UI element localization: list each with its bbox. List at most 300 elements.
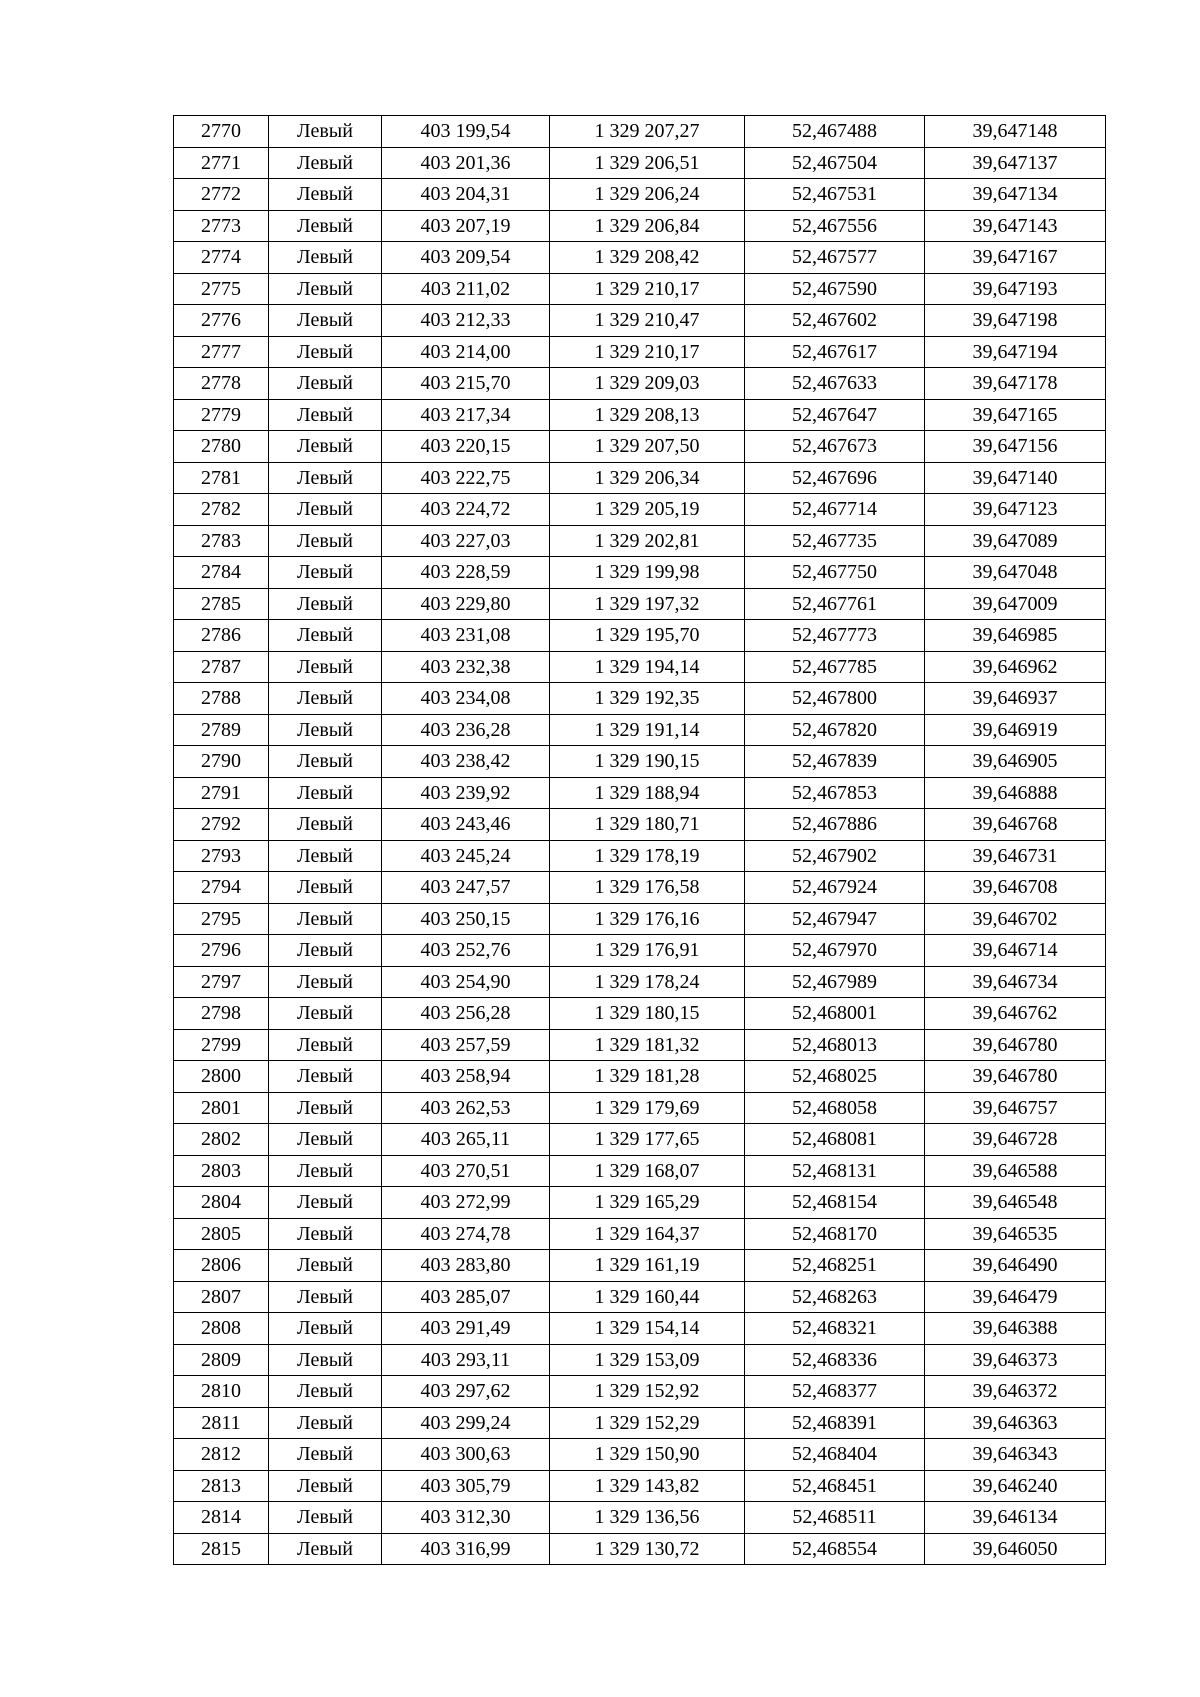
point-number-cell: 2782 [174, 494, 269, 526]
x-coordinate-cell: 403 204,31 [382, 179, 550, 211]
table-row [174, 651, 1106, 683]
latitude-cell: 52,468131 [745, 1155, 925, 1187]
point-number-cell: 2795 [174, 903, 269, 935]
point-number-cell: 2788 [174, 683, 269, 715]
y-coordinate-cell: 1 329 176,91 [550, 935, 745, 967]
side-cell: Левый [269, 1029, 382, 1061]
longitude-cell: 39,647165 [925, 399, 1106, 431]
table-row [174, 210, 1106, 242]
longitude-cell: 39,646731 [925, 840, 1106, 872]
latitude-cell: 52,467602 [745, 305, 925, 337]
y-coordinate-cell: 1 329 210,17 [550, 336, 745, 368]
latitude-cell: 52,467577 [745, 242, 925, 274]
point-number-cell: 2799 [174, 1029, 269, 1061]
side-cell: Левый [269, 1376, 382, 1408]
point-number-cell: 2815 [174, 1533, 269, 1565]
x-coordinate-cell: 403 247,57 [382, 872, 550, 904]
latitude-cell: 52,467531 [745, 179, 925, 211]
y-coordinate-cell: 1 329 208,42 [550, 242, 745, 274]
latitude-cell: 52,467761 [745, 588, 925, 620]
side-cell: Левый [269, 1092, 382, 1124]
longitude-cell: 39,646919 [925, 714, 1106, 746]
table-row [174, 1344, 1106, 1376]
x-coordinate-cell: 403 265,11 [382, 1124, 550, 1156]
x-coordinate-cell: 403 299,24 [382, 1407, 550, 1439]
y-coordinate-cell: 1 329 178,19 [550, 840, 745, 872]
table-row [174, 1155, 1106, 1187]
table-row [174, 588, 1106, 620]
table-row [174, 368, 1106, 400]
table-row [174, 1407, 1106, 1439]
table-row [174, 1439, 1106, 1471]
table-row [174, 1502, 1106, 1534]
coordinates-table [173, 115, 1106, 1565]
x-coordinate-cell: 403 262,53 [382, 1092, 550, 1124]
point-number-cell: 2789 [174, 714, 269, 746]
y-coordinate-cell: 1 329 194,14 [550, 651, 745, 683]
y-coordinate-cell: 1 329 152,92 [550, 1376, 745, 1408]
point-number-cell: 2773 [174, 210, 269, 242]
side-cell: Левый [269, 1502, 382, 1534]
point-number-cell: 2797 [174, 966, 269, 998]
point-number-cell: 2790 [174, 746, 269, 778]
longitude-cell: 39,646588 [925, 1155, 1106, 1187]
x-coordinate-cell: 403 238,42 [382, 746, 550, 778]
side-cell: Левый [269, 179, 382, 211]
point-number-cell: 2802 [174, 1124, 269, 1156]
longitude-cell: 39,647048 [925, 557, 1106, 589]
side-cell: Левый [269, 1439, 382, 1471]
longitude-cell: 39,646734 [925, 966, 1106, 998]
side-cell: Левый [269, 273, 382, 305]
x-coordinate-cell: 403 316,99 [382, 1533, 550, 1565]
x-coordinate-cell: 403 217,34 [382, 399, 550, 431]
y-coordinate-cell: 1 329 192,35 [550, 683, 745, 715]
point-number-cell: 2791 [174, 777, 269, 809]
point-number-cell: 2798 [174, 998, 269, 1030]
y-coordinate-cell: 1 329 207,27 [550, 116, 745, 148]
longitude-cell: 39,647143 [925, 210, 1106, 242]
x-coordinate-cell: 403 231,08 [382, 620, 550, 652]
x-coordinate-cell: 403 257,59 [382, 1029, 550, 1061]
side-cell: Левый [269, 1470, 382, 1502]
latitude-cell: 52,468025 [745, 1061, 925, 1093]
latitude-cell: 52,467947 [745, 903, 925, 935]
table-row [174, 494, 1106, 526]
y-coordinate-cell: 1 329 153,09 [550, 1344, 745, 1376]
x-coordinate-cell: 403 274,78 [382, 1218, 550, 1250]
longitude-cell: 39,646905 [925, 746, 1106, 778]
point-number-cell: 2778 [174, 368, 269, 400]
side-cell: Левый [269, 462, 382, 494]
table-row [174, 746, 1106, 778]
longitude-cell: 39,646388 [925, 1313, 1106, 1345]
longitude-cell: 39,646134 [925, 1502, 1106, 1534]
x-coordinate-cell: 403 199,54 [382, 116, 550, 148]
latitude-cell: 52,467853 [745, 777, 925, 809]
y-coordinate-cell: 1 329 161,19 [550, 1250, 745, 1282]
table-row [174, 998, 1106, 1030]
longitude-cell: 39,646780 [925, 1029, 1106, 1061]
latitude-cell: 52,468404 [745, 1439, 925, 1471]
x-coordinate-cell: 403 227,03 [382, 525, 550, 557]
point-number-cell: 2780 [174, 431, 269, 463]
point-number-cell: 2811 [174, 1407, 269, 1439]
longitude-cell: 39,646985 [925, 620, 1106, 652]
x-coordinate-cell: 403 252,76 [382, 935, 550, 967]
side-cell: Левый [269, 1061, 382, 1093]
side-cell: Левый [269, 305, 382, 337]
y-coordinate-cell: 1 329 176,16 [550, 903, 745, 935]
side-cell: Левый [269, 620, 382, 652]
table-row [174, 966, 1106, 998]
longitude-cell: 39,646757 [925, 1092, 1106, 1124]
latitude-cell: 52,468170 [745, 1218, 925, 1250]
latitude-cell: 52,467886 [745, 809, 925, 841]
latitude-cell: 52,467989 [745, 966, 925, 998]
side-cell: Левый [269, 399, 382, 431]
latitude-cell: 52,468081 [745, 1124, 925, 1156]
y-coordinate-cell: 1 329 160,44 [550, 1281, 745, 1313]
table-row [174, 1092, 1106, 1124]
y-coordinate-cell: 1 329 136,56 [550, 1502, 745, 1534]
latitude-cell: 52,467633 [745, 368, 925, 400]
point-number-cell: 2781 [174, 462, 269, 494]
latitude-cell: 52,468554 [745, 1533, 925, 1565]
table-row [174, 116, 1106, 148]
x-coordinate-cell: 403 312,30 [382, 1502, 550, 1534]
point-number-cell: 2786 [174, 620, 269, 652]
y-coordinate-cell: 1 329 190,15 [550, 746, 745, 778]
side-cell: Левый [269, 840, 382, 872]
longitude-cell: 39,647140 [925, 462, 1106, 494]
table-row [174, 431, 1106, 463]
longitude-cell: 39,647134 [925, 179, 1106, 211]
point-number-cell: 2803 [174, 1155, 269, 1187]
table-row [174, 1281, 1106, 1313]
x-coordinate-cell: 403 305,79 [382, 1470, 550, 1502]
y-coordinate-cell: 1 329 188,94 [550, 777, 745, 809]
side-cell: Левый [269, 242, 382, 274]
side-cell: Левый [269, 1281, 382, 1313]
longitude-cell: 39,647167 [925, 242, 1106, 274]
side-cell: Левый [269, 1218, 382, 1250]
latitude-cell: 52,468451 [745, 1470, 925, 1502]
x-coordinate-cell: 403 258,94 [382, 1061, 550, 1093]
table-row [174, 1533, 1106, 1565]
x-coordinate-cell: 403 270,51 [382, 1155, 550, 1187]
point-number-cell: 2772 [174, 179, 269, 211]
point-number-cell: 2805 [174, 1218, 269, 1250]
point-number-cell: 2770 [174, 116, 269, 148]
x-coordinate-cell: 403 285,07 [382, 1281, 550, 1313]
y-coordinate-cell: 1 329 180,15 [550, 998, 745, 1030]
coordinates-table-body [174, 116, 1106, 1565]
table-row [174, 1250, 1106, 1282]
point-number-cell: 2792 [174, 809, 269, 841]
side-cell: Левый [269, 1155, 382, 1187]
point-number-cell: 2775 [174, 273, 269, 305]
table-row [174, 399, 1106, 431]
y-coordinate-cell: 1 329 207,50 [550, 431, 745, 463]
longitude-cell: 39,646714 [925, 935, 1106, 967]
x-coordinate-cell: 403 291,49 [382, 1313, 550, 1345]
table-row [174, 1061, 1106, 1093]
y-coordinate-cell: 1 329 206,34 [550, 462, 745, 494]
point-number-cell: 2777 [174, 336, 269, 368]
y-coordinate-cell: 1 329 210,17 [550, 273, 745, 305]
latitude-cell: 52,467504 [745, 147, 925, 179]
side-cell: Левый [269, 1344, 382, 1376]
y-coordinate-cell: 1 329 197,32 [550, 588, 745, 620]
table-row [174, 872, 1106, 904]
point-number-cell: 2787 [174, 651, 269, 683]
side-cell: Левый [269, 525, 382, 557]
x-coordinate-cell: 403 254,90 [382, 966, 550, 998]
y-coordinate-cell: 1 329 191,14 [550, 714, 745, 746]
table-row [174, 273, 1106, 305]
y-coordinate-cell: 1 329 181,32 [550, 1029, 745, 1061]
y-coordinate-cell: 1 329 164,37 [550, 1218, 745, 1250]
latitude-cell: 52,467820 [745, 714, 925, 746]
table-row [174, 525, 1106, 557]
latitude-cell: 52,467488 [745, 116, 925, 148]
longitude-cell: 39,647137 [925, 147, 1106, 179]
y-coordinate-cell: 1 329 143,82 [550, 1470, 745, 1502]
table-row [174, 620, 1106, 652]
latitude-cell: 52,467970 [745, 935, 925, 967]
x-coordinate-cell: 403 214,00 [382, 336, 550, 368]
y-coordinate-cell: 1 329 154,14 [550, 1313, 745, 1345]
side-cell: Левый [269, 1313, 382, 1345]
table-row [174, 1124, 1106, 1156]
latitude-cell: 52,468511 [745, 1502, 925, 1534]
side-cell: Левый [269, 683, 382, 715]
side-cell: Левый [269, 336, 382, 368]
x-coordinate-cell: 403 209,54 [382, 242, 550, 274]
point-number-cell: 2776 [174, 305, 269, 337]
latitude-cell: 52,468154 [745, 1187, 925, 1219]
x-coordinate-cell: 403 211,02 [382, 273, 550, 305]
table-row [174, 1313, 1106, 1345]
latitude-cell: 52,468391 [745, 1407, 925, 1439]
latitude-cell: 52,467902 [745, 840, 925, 872]
y-coordinate-cell: 1 329 199,98 [550, 557, 745, 589]
table-row [174, 336, 1106, 368]
longitude-cell: 39,646343 [925, 1439, 1106, 1471]
longitude-cell: 39,646888 [925, 777, 1106, 809]
table-row [174, 242, 1106, 274]
y-coordinate-cell: 1 329 165,29 [550, 1187, 745, 1219]
longitude-cell: 39,646768 [925, 809, 1106, 841]
x-coordinate-cell: 403 236,28 [382, 714, 550, 746]
latitude-cell: 52,467735 [745, 525, 925, 557]
side-cell: Левый [269, 714, 382, 746]
side-cell: Левый [269, 210, 382, 242]
side-cell: Левый [269, 777, 382, 809]
longitude-cell: 39,647194 [925, 336, 1106, 368]
point-number-cell: 2784 [174, 557, 269, 589]
longitude-cell: 39,646702 [925, 903, 1106, 935]
table-row [174, 1218, 1106, 1250]
point-number-cell: 2808 [174, 1313, 269, 1345]
y-coordinate-cell: 1 329 150,90 [550, 1439, 745, 1471]
table-row [174, 1187, 1106, 1219]
longitude-cell: 39,646762 [925, 998, 1106, 1030]
point-number-cell: 2806 [174, 1250, 269, 1282]
y-coordinate-cell: 1 329 130,72 [550, 1533, 745, 1565]
longitude-cell: 39,646479 [925, 1281, 1106, 1313]
latitude-cell: 52,467590 [745, 273, 925, 305]
y-coordinate-cell: 1 329 202,81 [550, 525, 745, 557]
table-row [174, 714, 1106, 746]
latitude-cell: 52,467647 [745, 399, 925, 431]
latitude-cell: 52,467839 [745, 746, 925, 778]
latitude-cell: 52,468336 [745, 1344, 925, 1376]
latitude-cell: 52,467800 [745, 683, 925, 715]
longitude-cell: 39,646962 [925, 651, 1106, 683]
latitude-cell: 52,468263 [745, 1281, 925, 1313]
y-coordinate-cell: 1 329 206,84 [550, 210, 745, 242]
x-coordinate-cell: 403 243,46 [382, 809, 550, 841]
longitude-cell: 39,647156 [925, 431, 1106, 463]
longitude-cell: 39,646363 [925, 1407, 1106, 1439]
point-number-cell: 2812 [174, 1439, 269, 1471]
x-coordinate-cell: 403 272,99 [382, 1187, 550, 1219]
table-row [174, 1376, 1106, 1408]
longitude-cell: 39,646535 [925, 1218, 1106, 1250]
point-number-cell: 2774 [174, 242, 269, 274]
table-row [174, 462, 1106, 494]
longitude-cell: 39,646373 [925, 1344, 1106, 1376]
y-coordinate-cell: 1 329 180,71 [550, 809, 745, 841]
longitude-cell: 39,646780 [925, 1061, 1106, 1093]
longitude-cell: 39,647193 [925, 273, 1106, 305]
y-coordinate-cell: 1 329 195,70 [550, 620, 745, 652]
table-row [174, 903, 1106, 935]
longitude-cell: 39,646372 [925, 1376, 1106, 1408]
x-coordinate-cell: 403 245,24 [382, 840, 550, 872]
side-cell: Левый [269, 1124, 382, 1156]
side-cell: Левый [269, 1533, 382, 1565]
x-coordinate-cell: 403 283,80 [382, 1250, 550, 1282]
y-coordinate-cell: 1 329 208,13 [550, 399, 745, 431]
y-coordinate-cell: 1 329 177,65 [550, 1124, 745, 1156]
latitude-cell: 52,468321 [745, 1313, 925, 1345]
longitude-cell: 39,647198 [925, 305, 1106, 337]
table-row [174, 179, 1106, 211]
longitude-cell: 39,646490 [925, 1250, 1106, 1282]
y-coordinate-cell: 1 329 176,58 [550, 872, 745, 904]
side-cell: Левый [269, 935, 382, 967]
table-row [174, 777, 1106, 809]
latitude-cell: 52,467556 [745, 210, 925, 242]
side-cell: Левый [269, 116, 382, 148]
side-cell: Левый [269, 1187, 382, 1219]
x-coordinate-cell: 403 222,75 [382, 462, 550, 494]
table-row [174, 809, 1106, 841]
side-cell: Левый [269, 1407, 382, 1439]
side-cell: Левый [269, 966, 382, 998]
side-cell: Левый [269, 147, 382, 179]
point-number-cell: 2800 [174, 1061, 269, 1093]
y-coordinate-cell: 1 329 179,69 [550, 1092, 745, 1124]
y-coordinate-cell: 1 329 152,29 [550, 1407, 745, 1439]
latitude-cell: 52,467617 [745, 336, 925, 368]
point-number-cell: 2793 [174, 840, 269, 872]
longitude-cell: 39,647178 [925, 368, 1106, 400]
point-number-cell: 2801 [174, 1092, 269, 1124]
x-coordinate-cell: 403 201,36 [382, 147, 550, 179]
x-coordinate-cell: 403 293,11 [382, 1344, 550, 1376]
y-coordinate-cell: 1 329 181,28 [550, 1061, 745, 1093]
x-coordinate-cell: 403 256,28 [382, 998, 550, 1030]
y-coordinate-cell: 1 329 205,19 [550, 494, 745, 526]
latitude-cell: 52,467750 [745, 557, 925, 589]
side-cell: Левый [269, 431, 382, 463]
side-cell: Левый [269, 1250, 382, 1282]
latitude-cell: 52,467714 [745, 494, 925, 526]
side-cell: Левый [269, 903, 382, 935]
longitude-cell: 39,646937 [925, 683, 1106, 715]
table-row [174, 1029, 1106, 1061]
x-coordinate-cell: 403 212,33 [382, 305, 550, 337]
latitude-cell: 52,468251 [745, 1250, 925, 1282]
latitude-cell: 52,467924 [745, 872, 925, 904]
side-cell: Левый [269, 809, 382, 841]
latitude-cell: 52,468013 [745, 1029, 925, 1061]
point-number-cell: 2810 [174, 1376, 269, 1408]
side-cell: Левый [269, 557, 382, 589]
latitude-cell: 52,468377 [745, 1376, 925, 1408]
y-coordinate-cell: 1 329 210,47 [550, 305, 745, 337]
x-coordinate-cell: 403 220,15 [382, 431, 550, 463]
longitude-cell: 39,646050 [925, 1533, 1106, 1565]
table-row [174, 935, 1106, 967]
table-row [174, 840, 1106, 872]
x-coordinate-cell: 403 207,19 [382, 210, 550, 242]
y-coordinate-cell: 1 329 178,24 [550, 966, 745, 998]
point-number-cell: 2804 [174, 1187, 269, 1219]
x-coordinate-cell: 403 300,63 [382, 1439, 550, 1471]
longitude-cell: 39,646728 [925, 1124, 1106, 1156]
side-cell: Левый [269, 872, 382, 904]
point-number-cell: 2807 [174, 1281, 269, 1313]
point-number-cell: 2794 [174, 872, 269, 904]
latitude-cell: 52,467696 [745, 462, 925, 494]
point-number-cell: 2796 [174, 935, 269, 967]
x-coordinate-cell: 403 215,70 [382, 368, 550, 400]
point-number-cell: 2783 [174, 525, 269, 557]
x-coordinate-cell: 403 228,59 [382, 557, 550, 589]
point-number-cell: 2814 [174, 1502, 269, 1534]
latitude-cell: 52,468058 [745, 1092, 925, 1124]
x-coordinate-cell: 403 232,38 [382, 651, 550, 683]
table-row [174, 557, 1106, 589]
side-cell: Левый [269, 998, 382, 1030]
side-cell: Левый [269, 494, 382, 526]
longitude-cell: 39,646708 [925, 872, 1106, 904]
x-coordinate-cell: 403 224,72 [382, 494, 550, 526]
latitude-cell: 52,467673 [745, 431, 925, 463]
y-coordinate-cell: 1 329 206,24 [550, 179, 745, 211]
x-coordinate-cell: 403 297,62 [382, 1376, 550, 1408]
side-cell: Левый [269, 746, 382, 778]
latitude-cell: 52,467785 [745, 651, 925, 683]
x-coordinate-cell: 403 239,92 [382, 777, 550, 809]
point-number-cell: 2785 [174, 588, 269, 620]
longitude-cell: 39,647123 [925, 494, 1106, 526]
